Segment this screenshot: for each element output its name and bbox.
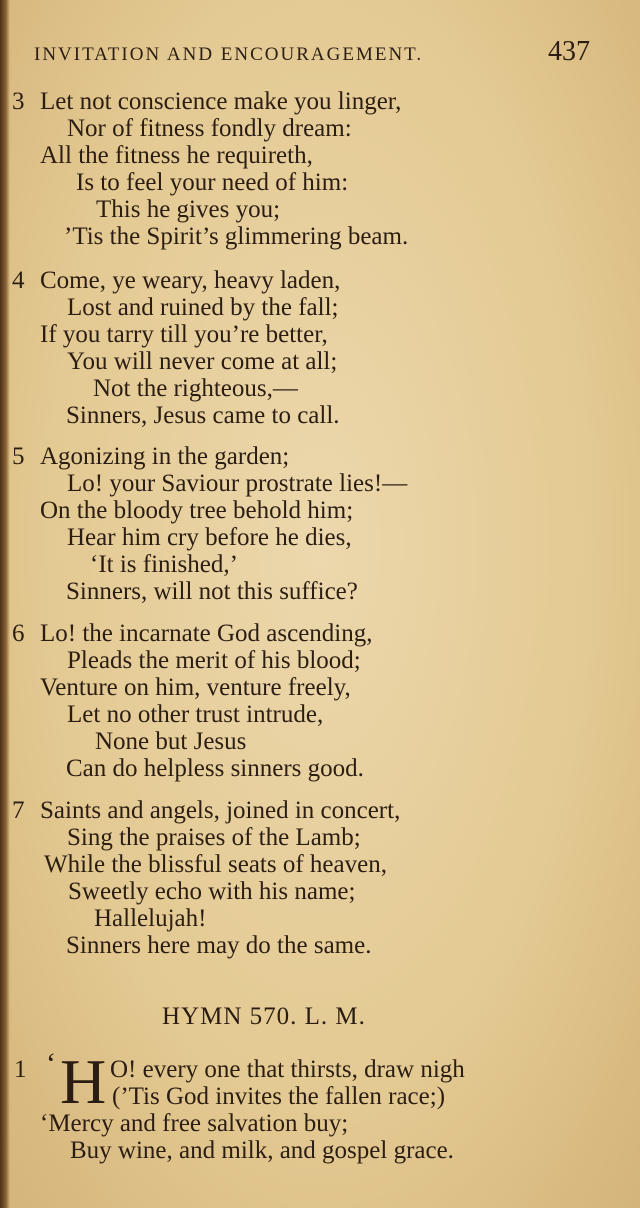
verse-line: While the blissful seats of heaven, [44, 851, 387, 878]
verse-line: Is to feel your need of him: [76, 169, 349, 196]
verse-line: None but Jesus [95, 728, 247, 755]
verse-line: Sing the praises of the Lamb; [67, 824, 361, 851]
verse-line: Saints and angels, joined in concert, [40, 797, 401, 824]
verse-line: On the bloody tree behold him; [40, 497, 354, 524]
verse-line: Lost and ruined by the fall; [67, 294, 339, 321]
stanza-number: 3 [12, 88, 25, 115]
verse-line: Come, ye weary, heavy laden, [40, 267, 341, 294]
verse-line: ‘It is finished,’ [90, 551, 238, 578]
verse-line: Lo! your Saviour prostrate lies!— [67, 470, 408, 497]
verse-line: Sinners, will not this suffice? [66, 578, 358, 605]
stanza-number: 1 [14, 1056, 27, 1083]
verse-line: Buy wine, and milk, and gospel grace. [70, 1137, 454, 1164]
opening-quote: ‘ [46, 1047, 56, 1080]
verse-line: Let no other trust intrude, [67, 701, 324, 728]
verse-line: Hallelujah! [94, 905, 207, 932]
verse-line: Sweetly echo with his name; [68, 878, 356, 905]
verse-line: Nor of fitness fondly dream: [67, 115, 352, 142]
verse-line: This he gives you; [96, 196, 281, 223]
verse-line: Sinners here may do the same. [66, 932, 372, 959]
verse-line: Venture on him, venture freely, [40, 674, 351, 701]
verse-line: Lo! the incarnate God ascending, [40, 620, 373, 647]
verse-line: Agonizing in the garden; [40, 443, 290, 470]
book-spine-edge [0, 0, 10, 1208]
verse-line: Can do helpless sinners good. [66, 755, 364, 782]
verse-line: Pleads the merit of his blood; [67, 647, 361, 674]
verse-line: O! every one that thirsts, draw nigh [110, 1056, 465, 1083]
verse-line: You will never come at all; [67, 348, 338, 375]
stanza-number: 5 [12, 443, 25, 470]
hymn-title: HYMN 570. L. M. [162, 1003, 366, 1030]
verse-line: ‘Mercy and free salvation buy; [40, 1110, 349, 1137]
running-head: INVITATION AND ENCOURAGEMENT. [34, 44, 424, 65]
stanza-number: 7 [12, 797, 25, 824]
verse-line: ’Tis the Spirit’s glimmering beam. [64, 223, 409, 250]
verse-line: All the fitness he requireth, [40, 142, 313, 169]
stanza-number: 4 [12, 267, 25, 294]
verse-line: Hear him cry before he dies, [67, 524, 352, 551]
verse-line: (’Tis God invites the fallen race;) [112, 1083, 446, 1110]
page-number: 437 [548, 36, 590, 67]
page-header [0, 36, 640, 76]
drop-cap: H [60, 1046, 107, 1117]
verse-line: If you tarry till you’re better, [40, 321, 328, 348]
verse-line: Sinners, Jesus came to call. [66, 402, 340, 429]
verse-line: Not the righteous,— [93, 375, 298, 402]
stanza-number: 6 [12, 620, 25, 647]
verse-line: Let not conscience make you linger, [40, 88, 402, 115]
